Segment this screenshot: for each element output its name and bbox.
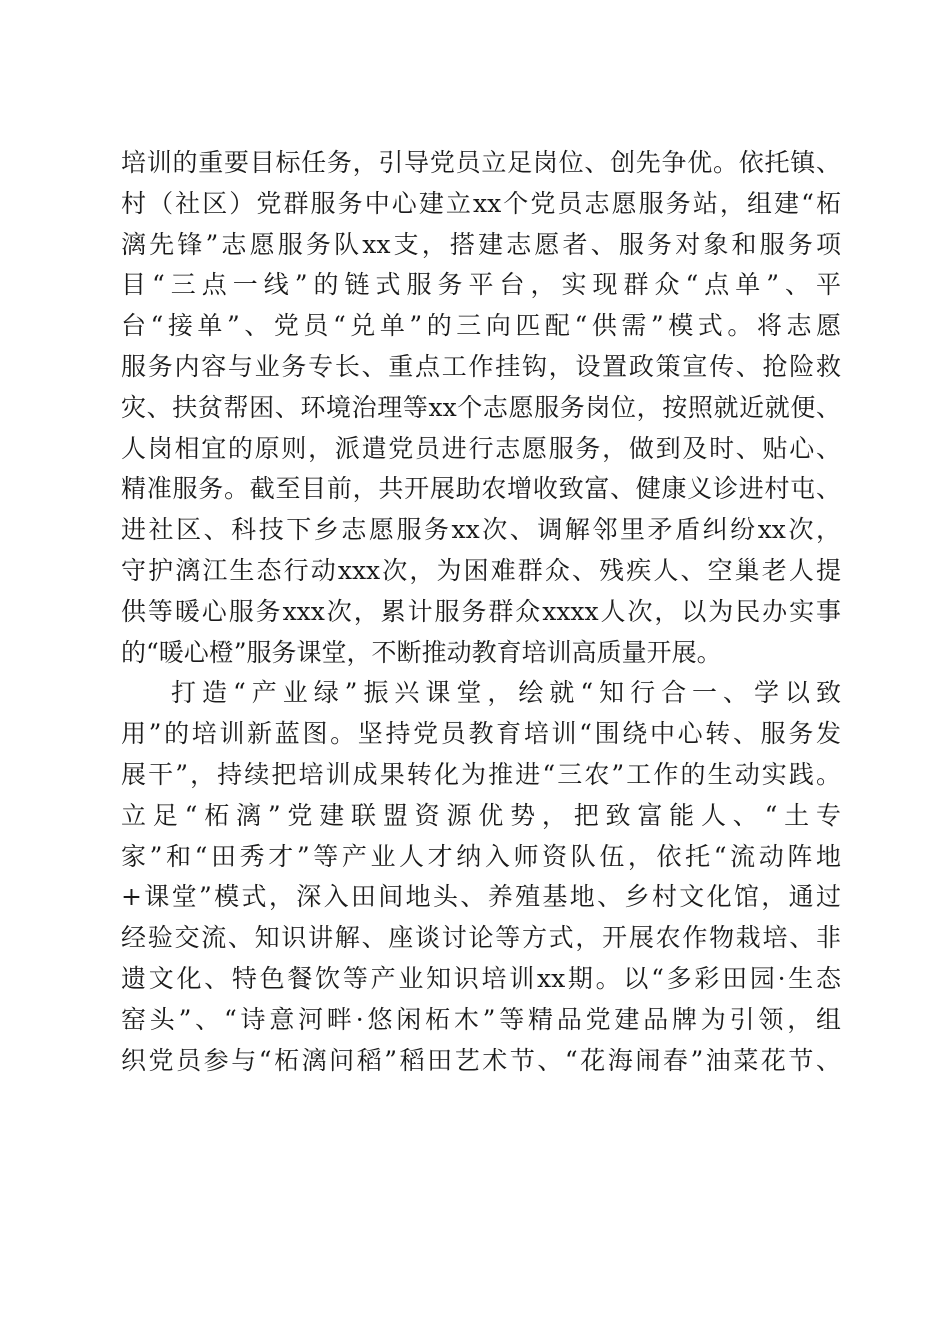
text-line: 经验交流、知识讲解、座谈讨论等方式，开展农作物栽培、非 xyxy=(121,923,841,953)
text-line: 人岗相宜的原则，派遣党员进行志愿服务，做到及时、贴心、 xyxy=(121,433,841,463)
text-line: 窑头”、“诗意河畔·悠闲柘木”等精品党建品牌为引领，组 xyxy=(121,1004,841,1034)
text-line: 目“三点一线”的链式服务平台，实现群众“点单”、平 xyxy=(121,270,841,300)
text-line: 的“暖心橙”服务课堂，不断推动教育培训高质量开展。 xyxy=(121,637,722,667)
text-line: 漓先锋”志愿服务队xx支，搭建志愿者、服务对象和服务项 xyxy=(121,229,841,259)
text-line: 遗文化、特色餐饮等产业知识培训xx期。以“多彩田园·生态 xyxy=(121,963,841,993)
text-line: 守护漓江生态行动xxx次，为困难群众、残疾人、空巢老人提 xyxy=(121,555,841,585)
text-line: 服务内容与业务专长、重点工作挂钩，设置政策宣传、抢险救 xyxy=(121,351,841,381)
paragraph-volunteer-service xyxy=(121,143,841,673)
text-line: 展干”，持续把培训成果转化为推进“三农”工作的生动实践。 xyxy=(121,759,841,789)
text-line: 立足“柘漓”党建联盟资源优势，把致富能人、“土专 xyxy=(121,800,841,830)
text-line: 用”的培训新蓝图。坚持党员教育培训“围绕中心转、服务发 xyxy=(121,719,841,749)
text-line: 打造“产业绿”振兴课堂，绘就“知行合一、学以致 xyxy=(171,678,841,708)
text-line: 供等暖心服务xxx次，累计服务群众xxxx人次，以为民办实事 xyxy=(121,596,841,626)
document-body xyxy=(121,143,841,1081)
text-line: 家”和“田秀才”等产业人才纳入师资队伍，依托“流动阵地 xyxy=(121,841,841,871)
paragraph-industry-green xyxy=(121,673,841,1081)
text-line: 台“接单”、党员“兑单”的三向匹配“供需”模式。将志愿 xyxy=(121,311,841,341)
text-line: 进社区、科技下乡志愿服务xx次、调解邻里矛盾纠纷xx次， xyxy=(121,515,841,545)
text-line: 精准服务。截至目前，共开展助农增收致富、健康义诊进村屯、 xyxy=(121,474,841,504)
text-line: 灾、扶贫帮困、环境治理等xx个志愿服务岗位，按照就近就便、 xyxy=(121,392,841,422)
text-line: 村（社区）党群服务中心建立xx个党员志愿服务站，组建“柘 xyxy=(121,188,841,218)
text-line: +课堂”模式，深入田间地头、养殖基地、乡村文化馆，通过 xyxy=(121,882,841,912)
text-line: 织党员参与“柘漓问稻”稻田艺术节、“花海闹春”油菜花节、 xyxy=(121,1045,841,1075)
text-line: 培训的重要目标任务，引导党员立足岗位、创先争优。依托镇、 xyxy=(121,148,841,177)
